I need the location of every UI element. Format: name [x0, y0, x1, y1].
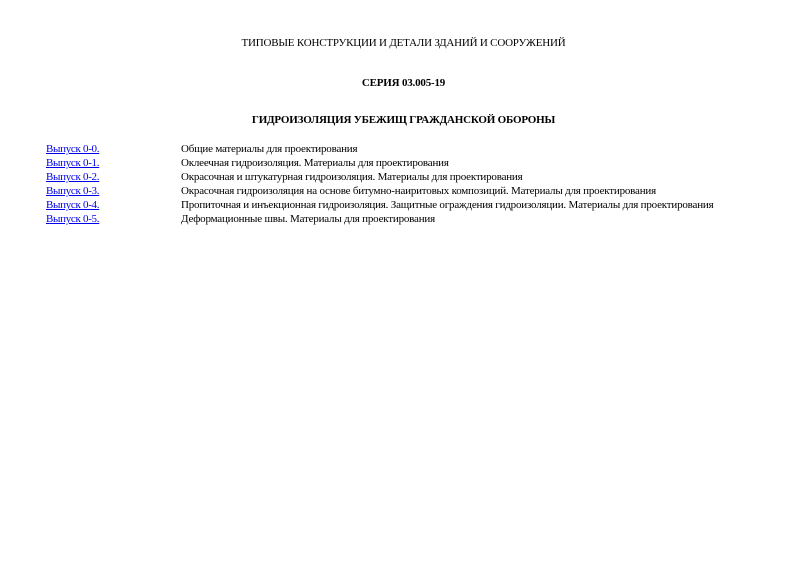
issue-description: Оклеечная гидроизоляция. Материалы для проектирования — [181, 157, 449, 169]
issue-link-0-5[interactable]: Выпуск 0-5. — [46, 213, 100, 225]
issue-description: Деформационные швы. Материалы для проектирования — [181, 213, 435, 225]
list-item — [46, 198, 786, 212]
issue-link-0-2[interactable]: Выпуск 0-2. — [46, 171, 100, 183]
issue-link-0-3[interactable]: Выпуск 0-3. — [46, 185, 100, 197]
issue-description: Окрасочная и штукатурная гидроизоляция. Материалы для проектирования — [181, 171, 523, 183]
issue-link-0-4[interactable]: Выпуск 0-4. — [46, 199, 100, 211]
issues-list — [46, 142, 786, 226]
list-item — [46, 212, 786, 226]
list-item — [46, 184, 786, 198]
list-item — [46, 170, 786, 184]
list-item — [46, 142, 786, 156]
document-title: ГИДРОИЗОЛЯЦИЯ УБЕЖИЩ ГРАЖДАНСКОЙ ОБОРОНЫ — [251, 114, 556, 126]
document-header: ТИПОВЫЕ КОНСТРУКЦИИ И ДЕТАЛИ ЗДАНИЙ И СООРУЖЕНИЙ — [241, 37, 566, 49]
list-item — [46, 156, 786, 170]
issue-link-0-0[interactable]: Выпуск 0-0. — [46, 143, 100, 155]
issue-description: Пропиточная и инъекционная гидроизоляция. Защитные ограждения гидроизоляции. Материалы для проектирования — [181, 199, 714, 211]
issue-description: Общие материалы для проектирования — [181, 143, 358, 155]
issue-link-0-1[interactable]: Выпуск 0-1. — [46, 157, 100, 169]
issue-description: Окрасочная гидроизоляция на основе битумно-наиритовых композиций. Материалы для проектирования — [181, 185, 656, 197]
series-number: СЕРИЯ 03.005-19 — [361, 77, 446, 89]
